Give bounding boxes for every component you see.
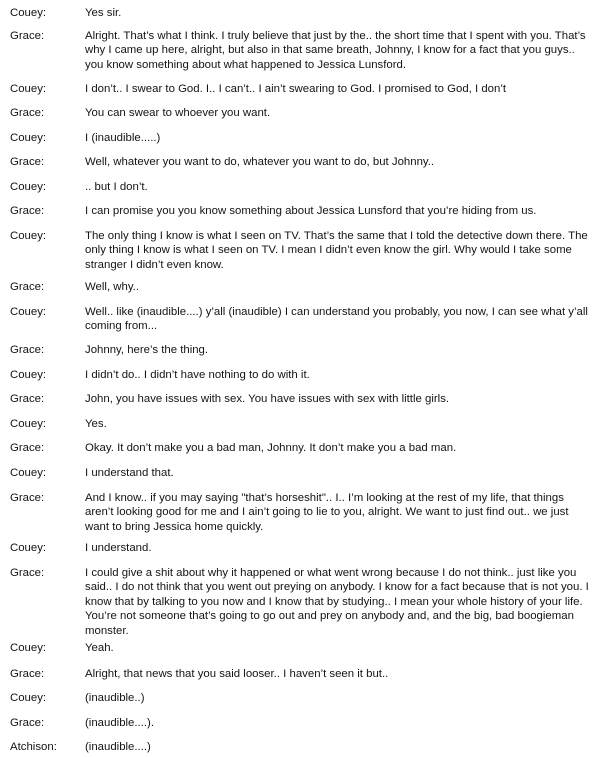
speech-text: Well.. like (inaudible....) y’all (inaudible) I can understand you probably, you now, I can see what y’all coming from... xyxy=(85,306,588,333)
speech-text: And I know.. if you may saying "that’s horseshit".. I.. I’m looking at the rest of my life, that things aren’t looking good for me and I ain’t going to lie to you, alright. We want to just find out.. we just want to bring Jessica home quickly. xyxy=(85,492,569,533)
speech-text: The only thing I know is what I seen on TV. That’s the same that I told the detective down there. The only thing I know is what I seen on TV. I mean I didn’t even know the girl. Why would I take some stranger I didn’t even know. xyxy=(85,230,588,271)
speech-text: Well, whatever you want to do, whatever you want to do, but Johnny.. xyxy=(85,156,435,168)
speaker-label: Couey: xyxy=(10,132,47,144)
speech-text: I (inaudible.....) xyxy=(85,132,161,144)
speech-text: Johnny, here’s the thing. xyxy=(85,344,209,356)
speaker-label: Grace: xyxy=(10,492,45,504)
speaker-label: Grace: xyxy=(10,281,45,293)
speech-text: I understand. xyxy=(85,542,152,554)
speech-text: Well, why.. xyxy=(85,281,140,293)
speech-text: You can swear to whoever you want. xyxy=(85,107,271,119)
speaker-label: Couey: xyxy=(10,692,47,704)
speech-text: .. but I don’t. xyxy=(85,181,148,193)
speech-text: John, you have issues with sex. You have issues with sex with little girls. xyxy=(85,393,450,405)
speaker-label: Couey: xyxy=(10,369,47,381)
speech-text: I can promise you you know something about Jessica Lunsford that you’re hiding from us. xyxy=(85,205,537,217)
speech-text: Alright, that news that you said looser.. I haven’t seen it but.. xyxy=(85,668,389,680)
speech-text: Yes. xyxy=(85,418,107,430)
speaker-label: Couey: xyxy=(10,467,47,479)
speaker-label: Couey: xyxy=(10,83,47,95)
speech-text: I could give a shit about why it happened or what went wrong because I do not think.. just like you said.. I do not think that you went out preying on anybody. I know for a fact because that is not you. I know that by talking to you now and I know that by studying.. I mean your whole history of your life. You’re not someone that’s going to go out and prey on anybody and, and the big, bad boogieman monster. xyxy=(85,567,589,637)
speech-text: (inaudible....) xyxy=(85,741,151,753)
speaker-label: Grace: xyxy=(10,567,45,579)
speech-text: Yes sir. xyxy=(85,7,122,19)
speaker-label: Couey: xyxy=(10,230,47,242)
speaker-label: Couey: xyxy=(10,418,47,430)
speech-text: (inaudible..) xyxy=(85,692,145,704)
speaker-label: Grace: xyxy=(10,344,45,356)
speech-text: Alright. That’s what I think. I truly believe that just by the.. the short time that I spent with you. That’s why I came up here, alright, but also in that same breath, Johnny, I know for a fact that you guys.. you know something about what happened to Jessica Lunsford. xyxy=(85,30,586,71)
speaker-label: Couey: xyxy=(10,642,47,654)
speaker-label: Grace: xyxy=(10,442,45,454)
speaker-label: Grace: xyxy=(10,107,45,119)
speaker-label: Couey: xyxy=(10,181,47,193)
speaker-label: Grace: xyxy=(10,30,45,42)
speaker-label: Atchison: xyxy=(10,741,57,753)
speech-text: I didn’t do.. I didn’t have nothing to do with it. xyxy=(85,369,310,381)
speaker-label: Couey: xyxy=(10,7,47,19)
speaker-label: Grace: xyxy=(10,156,45,168)
speaker-label: Grace: xyxy=(10,205,45,217)
speech-text: I don’t.. I swear to God. I.. I can’t.. I ain’t swearing to God. I promised to God, I don’t xyxy=(85,83,507,95)
speech-text: Okay. It don’t make you a bad man, Johnny. It don’t make you a bad man. xyxy=(85,442,457,454)
speaker-label: Couey: xyxy=(10,306,47,318)
speech-text: I understand that. xyxy=(85,467,174,479)
speaker-label: Grace: xyxy=(10,668,45,680)
speaker-label: Couey: xyxy=(10,542,47,554)
speech-text: Yeah. xyxy=(85,642,114,654)
speech-text: (inaudible....). xyxy=(85,717,155,729)
speaker-label: Grace: xyxy=(10,717,45,729)
speaker-label: Grace: xyxy=(10,393,45,405)
